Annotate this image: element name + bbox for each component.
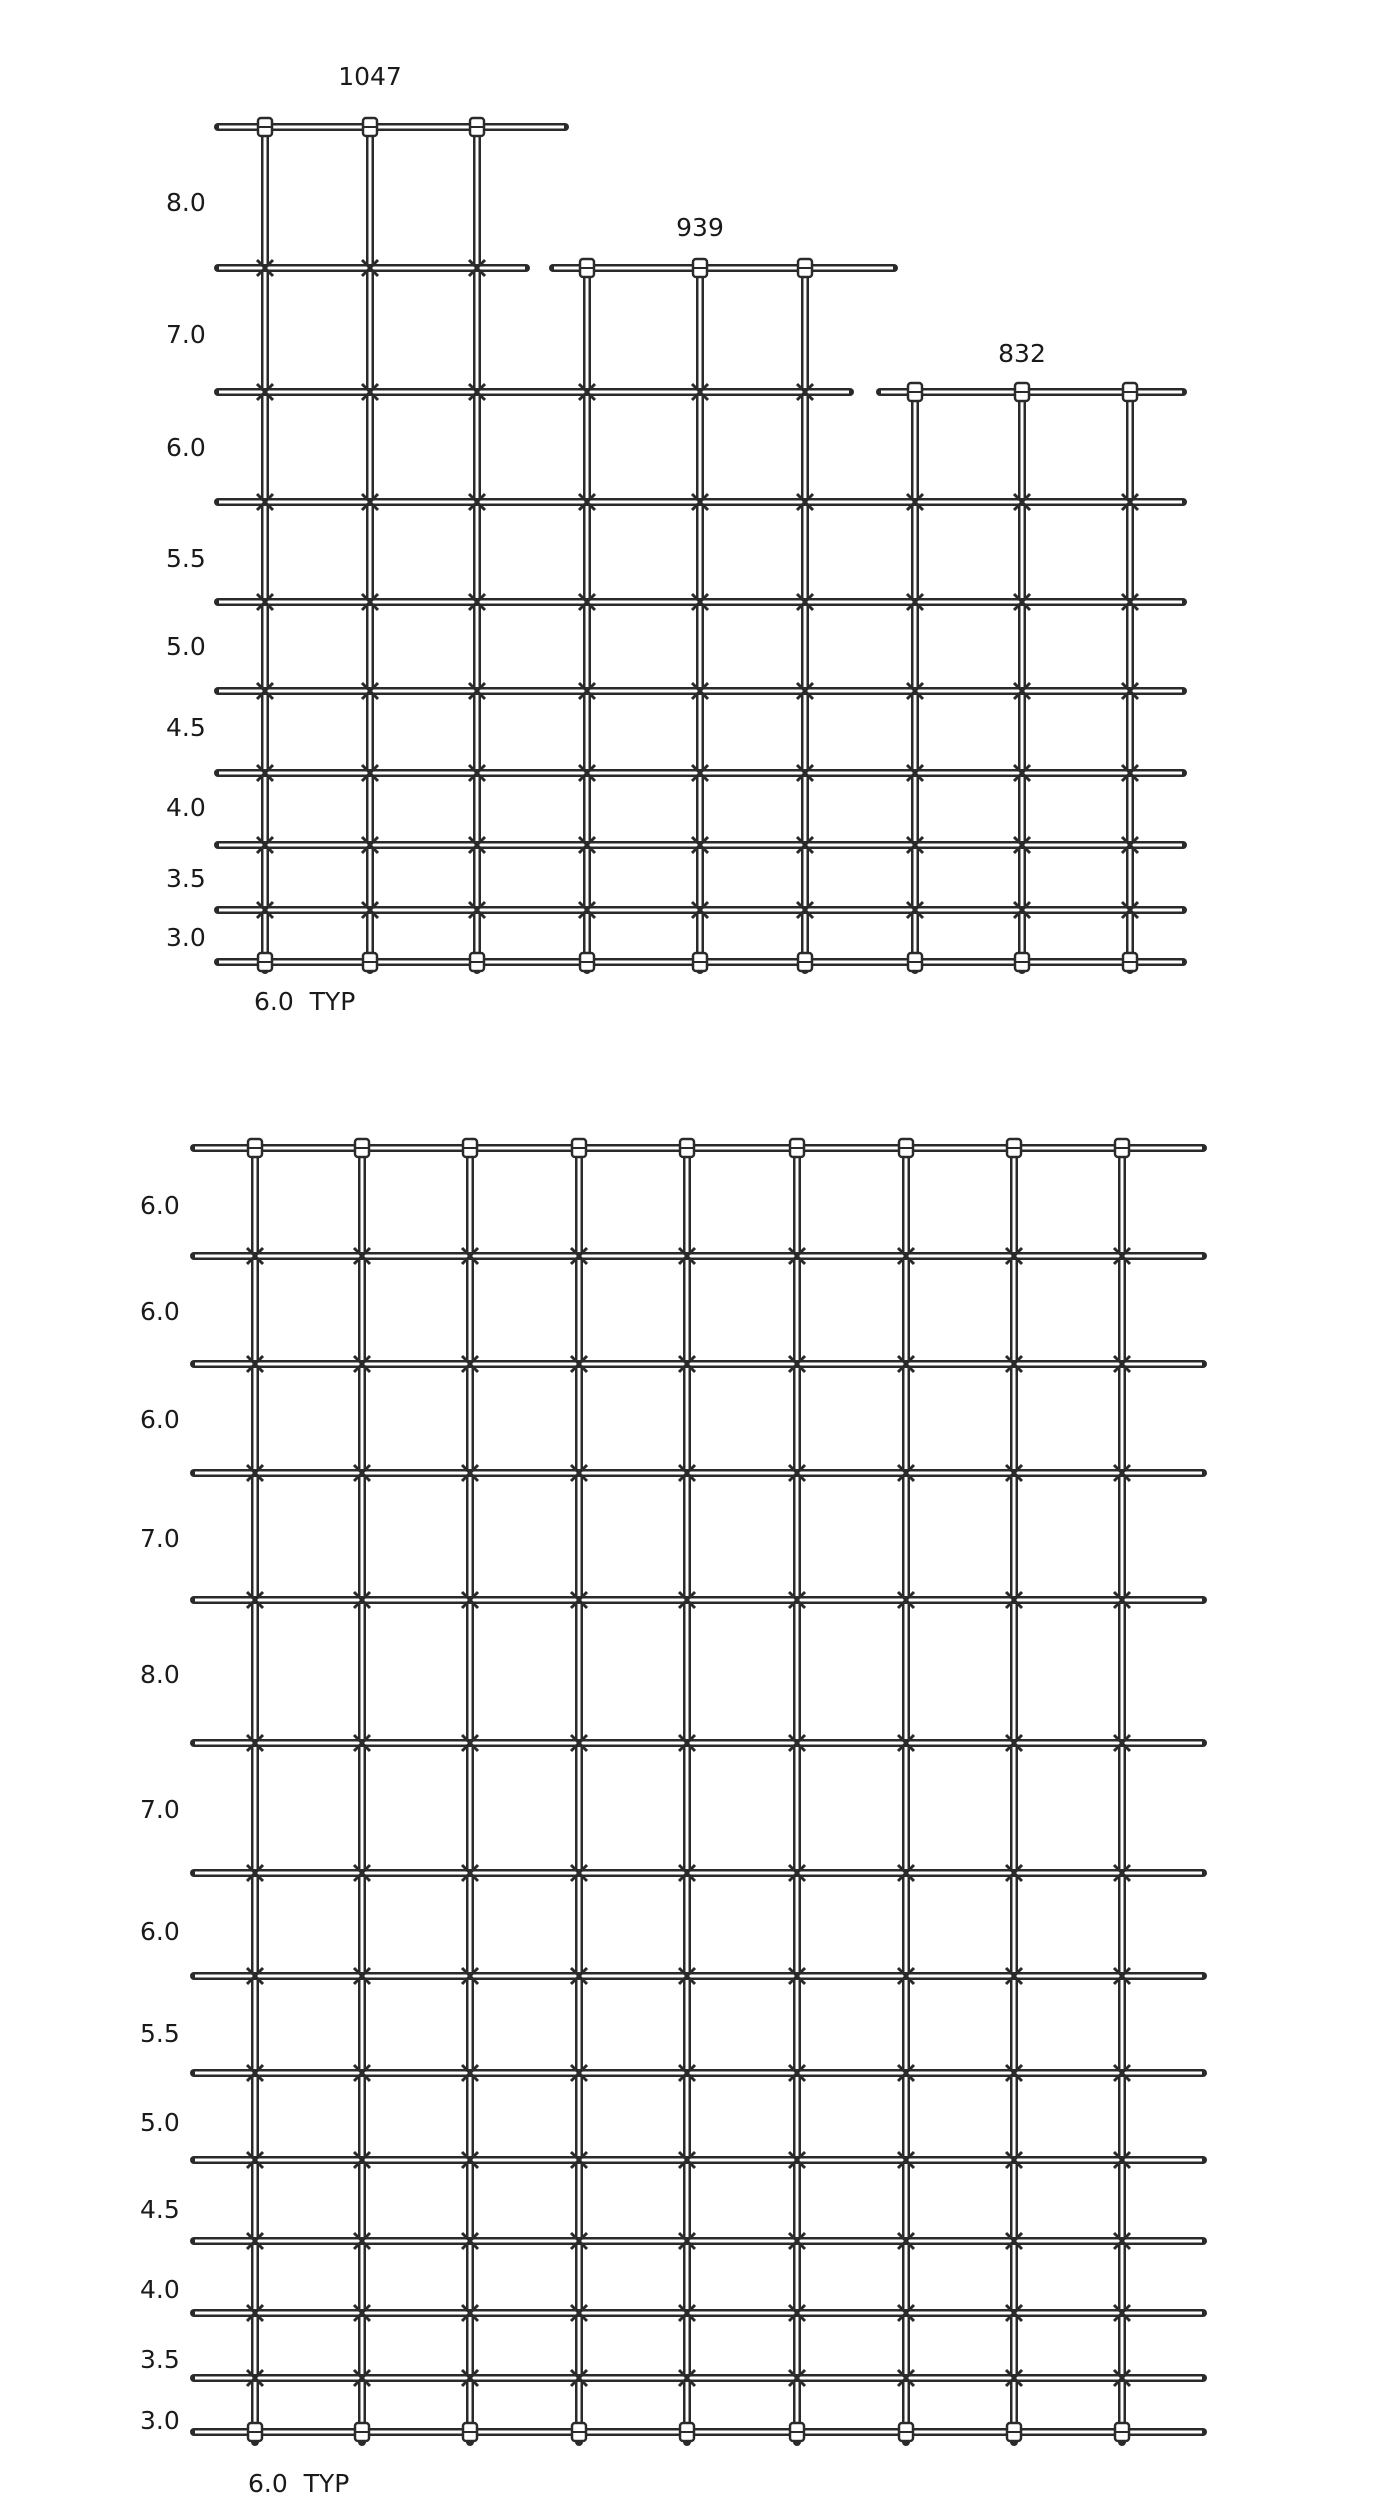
lower-row-label: 7.0 [140,1524,180,1553]
lower-row-label: 5.5 [140,2019,180,2048]
weld-joint [693,953,707,971]
lower-row-label: 6.0 [140,1191,180,1220]
weld-joint [572,1139,586,1157]
weld-joint [355,1139,369,1157]
lower-row-label: 6.0 [140,1297,180,1326]
weld-joint [693,259,707,277]
weld-joint [580,259,594,277]
weld-joint [899,2423,913,2441]
weld-joint [790,1139,804,1157]
lower-row-label: 3.0 [140,2406,180,2435]
upper-mesh-wires [218,118,1183,971]
panel-1-length-label: 1047 [338,62,402,91]
lower-row-label: 7.0 [140,1795,180,1824]
lower-row-label: 4.0 [140,2275,180,2304]
lower-typ-spacing-label: 6.0 TYP [248,2469,350,2498]
lower-row-label: 4.5 [140,2195,180,2224]
weld-joint [899,1139,913,1157]
upper-row-label: 5.5 [166,544,206,573]
lower-row-label: 6.0 [140,1917,180,1946]
weld-joint [363,118,377,136]
weld-joint [1007,2423,1021,2441]
weld-joint [1015,953,1029,971]
panel-2-length-label: 939 [676,213,724,242]
upper-row-label: 6.0 [166,433,206,462]
weld-joint [470,118,484,136]
upper-row-label: 3.5 [166,864,206,893]
weld-joint [790,2423,804,2441]
weld-joint [1123,953,1137,971]
weld-joint [908,383,922,401]
weld-joint [572,2423,586,2441]
lower-row-label: 5.0 [140,2108,180,2137]
weld-joint [1115,1139,1129,1157]
weld-joint [463,2423,477,2441]
lower-row-label: 3.5 [140,2345,180,2374]
weld-joint [463,1139,477,1157]
weld-joint [908,953,922,971]
weld-joint [248,1139,262,1157]
lower-mesh [140,1139,1203,2498]
panel-3-length-label: 832 [998,339,1046,368]
weld-joint [258,118,272,136]
upper-row-label: 4.5 [166,713,206,742]
upper-row-label: 4.0 [166,793,206,822]
weld-joint [1007,1139,1021,1157]
upper-row-label: 3.0 [166,923,206,952]
weld-joint [363,953,377,971]
upper-row-label: 7.0 [166,320,206,349]
weld-joint [1015,383,1029,401]
weld-joint [1115,2423,1129,2441]
lower-row-label: 6.0 [140,1405,180,1434]
weld-joint [1123,383,1137,401]
lower-mesh-wires [194,1139,1203,2442]
weld-joint [355,2423,369,2441]
weld-joint [798,259,812,277]
lower-row-label: 8.0 [140,1660,180,1689]
upper-mesh [166,62,1183,1016]
weld-joint [680,2423,694,2441]
weld-joint [470,953,484,971]
weld-joint [680,1139,694,1157]
weld-joint [580,953,594,971]
weld-joint [248,2423,262,2441]
upper-typ-spacing-label: 6.0 TYP [254,987,356,1016]
weld-joint [258,953,272,971]
upper-row-label: 5.0 [166,632,206,661]
weld-joint [798,953,812,971]
upper-row-label: 8.0 [166,188,206,217]
